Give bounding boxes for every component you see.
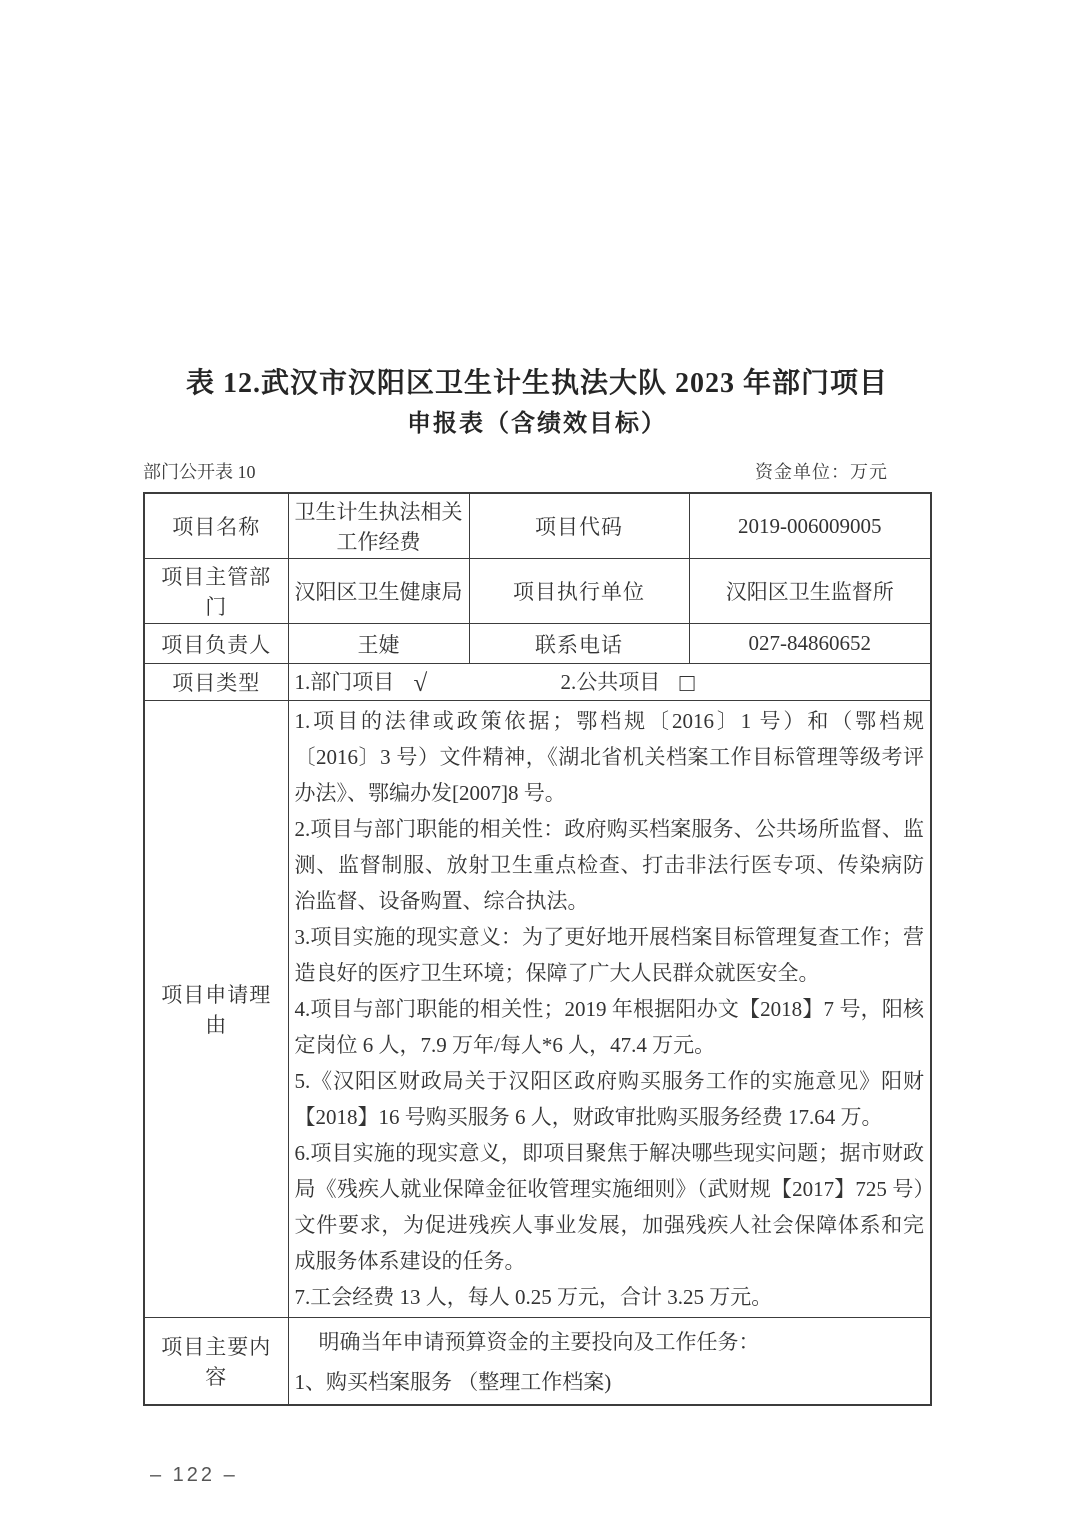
dept-project-checkmark-icon: √ [413,670,428,697]
main-content-row [144,1318,931,1406]
project-type-row [144,664,931,701]
application-reason-row [144,701,931,1318]
project-name-value: 卫生计生执法相关工作经费 [288,493,469,559]
note-public-table-number: 部门公开表 10 [143,462,256,482]
project-name-label: 项目名称 [144,493,288,559]
application-reason-label: 项目申请理由 [144,701,288,1318]
reason-paragraph: 1.项目的法律或政策依据；鄂档规〔2016〕1 号）和（鄂档规〔2016〕3 号）文件精神，《湖北省机关档案工作目标管理等级考评办法》、鄂编办发[2007]8 号。 [294,709,924,805]
page-title [0,0,1074,440]
page-number: – 122 – [150,1464,238,1486]
main-content-cell [288,1318,931,1406]
application-reason-content [288,701,931,1318]
table-row [144,559,931,624]
contact-phone-value: 027-84860652 [689,624,931,664]
supervisor-dept-label: 项目主管部门 [144,559,288,624]
public-project-option [560,666,694,698]
note-fund-unit: 资金单位：万元 [755,462,888,482]
table-row [144,493,931,559]
dept-project-option-label: 1.部门项目 [294,670,395,694]
page-title-line2: 申报表（含绩效目标） [407,411,667,437]
reason-paragraph: 7.工会经费 13 人，每人 0.25 万元，合计 3.25 万元。 [294,1285,773,1309]
executing-unit-label: 项目执行单位 [469,559,689,624]
public-project-checkbox-icon: □ [679,670,695,697]
main-content-item: 1、购买档案服务 （整理工作档案) [294,1370,612,1394]
main-content-label: 项目主要内容 [144,1318,288,1406]
dept-project-option [295,666,428,698]
reason-paragraph: 3.项目实施的现实意义：为了更好地开展档案目标管理复查工作；营造良好的医疗卫生环境；保障了广大人民群众就医安全。 [294,925,924,985]
project-code-value: 2019-006009005 [689,493,931,559]
reason-paragraph: 4.项目与部门职能的相关性；2019 年根据阳办文【2018】7 号，阳核定岗位 6 人，7.9 万年/每人*6 人，47.4 万元。 [294,997,924,1057]
table-notes [143,458,930,484]
project-code-label: 项目代码 [469,493,689,559]
reason-paragraph: 2.项目与部门职能的相关性：政府购买档案服务、公共场所监督、监测、监督制服、放射卫生重点检查、打击非法行医专项、传染病防治监督、设备购置、综合执法。 [294,817,924,913]
table-row [144,624,931,664]
project-leader-value: 王婕 [288,624,469,664]
project-type-label: 项目类型 [144,664,288,701]
project-leader-label: 项目负责人 [144,624,288,664]
main-content-intro: 明确当年申请预算资金的主要投向及工作任务： [318,1330,760,1354]
project-application-table [143,492,932,1406]
page-title-line1: 表 12.武汉市汉阳区卫生计生执法大队 2023 年部门项目 [185,368,888,399]
project-type-options [288,664,931,701]
supervisor-dept-value: 汉阳区卫生健康局 [288,559,469,624]
executing-unit-value: 汉阳区卫生监督所 [689,559,931,624]
contact-phone-label: 联系电话 [469,624,689,664]
public-project-option-label: 2.公共项目 [560,670,661,694]
reason-paragraph: 5.《汉阳区财政局关于汉阳区政府购买服务工作的实施意见》阳财【2018】16 号购买服务 6 人，财政审批购买服务经费 17.64 万。 [294,1069,924,1129]
reason-paragraph: 6.项目实施的现实意义，即项目聚焦于解决哪些现实问题；据市财政局《残疾人就业保障金征收管理实施细则》（武财规【2017】725 号）文件要求，为促进残疾人事业发展，加强残疾人社会保障体系和完成服务体系建设的任务。 [294,1141,924,1273]
